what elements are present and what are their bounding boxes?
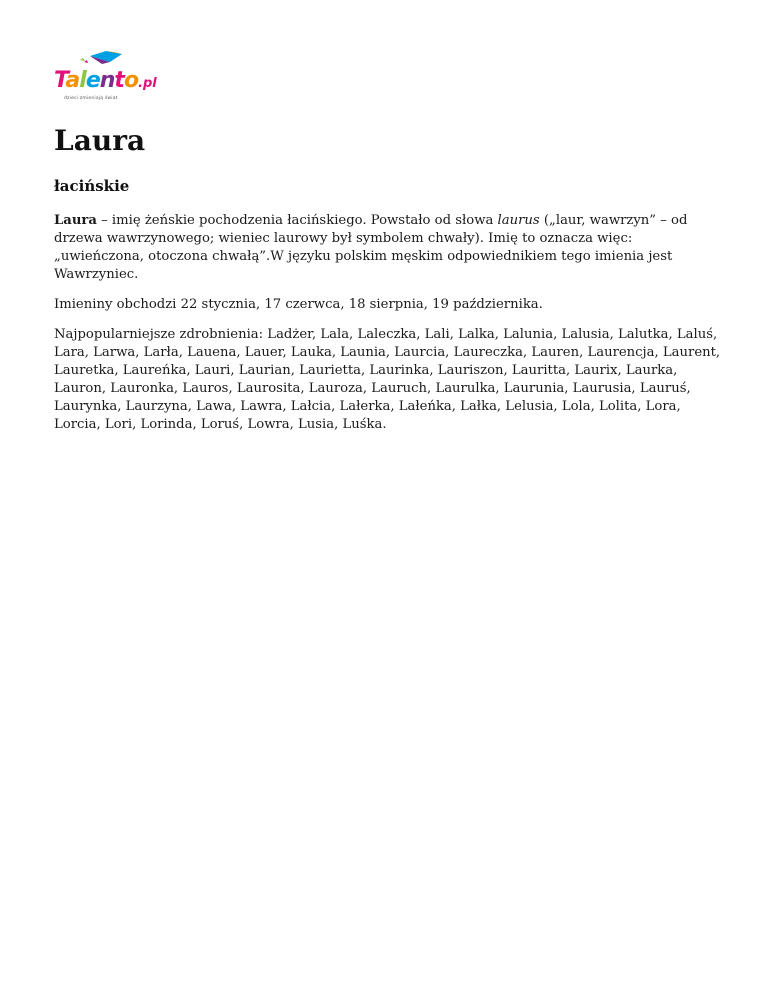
talento-logo[interactable] <box>54 50 164 106</box>
intro-term: laurus <box>497 213 540 228</box>
logo-tagline: dzieci zmieniają świat <box>64 96 118 101</box>
name-days-paragraph: Imieniny obchodzi 22 stycznia, 17 czerwca, 18 sierpnia, 19 października. <box>54 297 543 312</box>
intro-text-2: („laur, wawrzyn” – od drzewa wawrzynowego; wieniec laurowy był symbolem chwały). Imię to oznacza więc: „uwieńczona, otoczona chwałą”.W języku polskim męskim odpowiednikiem tego imienia jest Wawrzyniec. <box>54 213 688 282</box>
logo-letter: o <box>123 68 139 93</box>
logo-letter: t <box>114 68 124 93</box>
logo-letter: T <box>54 68 66 93</box>
logo-domain: .pl <box>138 76 157 91</box>
diminutives-paragraph: Najpopularniejsze zdrobnienia: Ladżer, Lala, Laleczka, Lali, Lalka, Lalunia, Lalusia, Lalutka, Laluś, Lara, Larwa, Larła, Lauena, Lauer, Lauka, Launia, Laurcia, Laureczka, Lauren, Laurencja, Laurent, Lauretka, Laureńka, Lauri, Laurian, Laurietta, Laurinka, Lauriszon, Lauritta, Laurix, Laurka, Lauron, Lauronka, Lauros, Laurosita, Lauroza, Lauruch, Laurulka, Laurunia, Laurusia, Lauruś, Laurynka, Laurzyna, Lawa, Lawra, Lałcia, Lałerka, Lałeńka, Lałka, Lelusia, Lola, Lolita, Lora, Lorcia, Lori, Lorinda, Loruś, Lowra, Lusia, Luśka. <box>54 327 721 432</box>
intro-text-1: – imię żeńskie pochodzenia łacińskiego. Powstało od słowa <box>96 213 498 228</box>
logo-letter: a <box>65 68 80 93</box>
logo-letter: l <box>79 68 86 93</box>
intro-paragraph <box>54 212 724 284</box>
name-origin: łacińskie <box>54 177 130 195</box>
article-body <box>54 212 724 446</box>
logo-wordmark <box>54 70 157 92</box>
logo-letter: n <box>99 68 115 93</box>
page-title: Laura <box>54 124 146 157</box>
kite-icon <box>80 50 124 68</box>
logo-letter: e <box>85 68 100 93</box>
intro-name: Laura <box>54 213 97 228</box>
